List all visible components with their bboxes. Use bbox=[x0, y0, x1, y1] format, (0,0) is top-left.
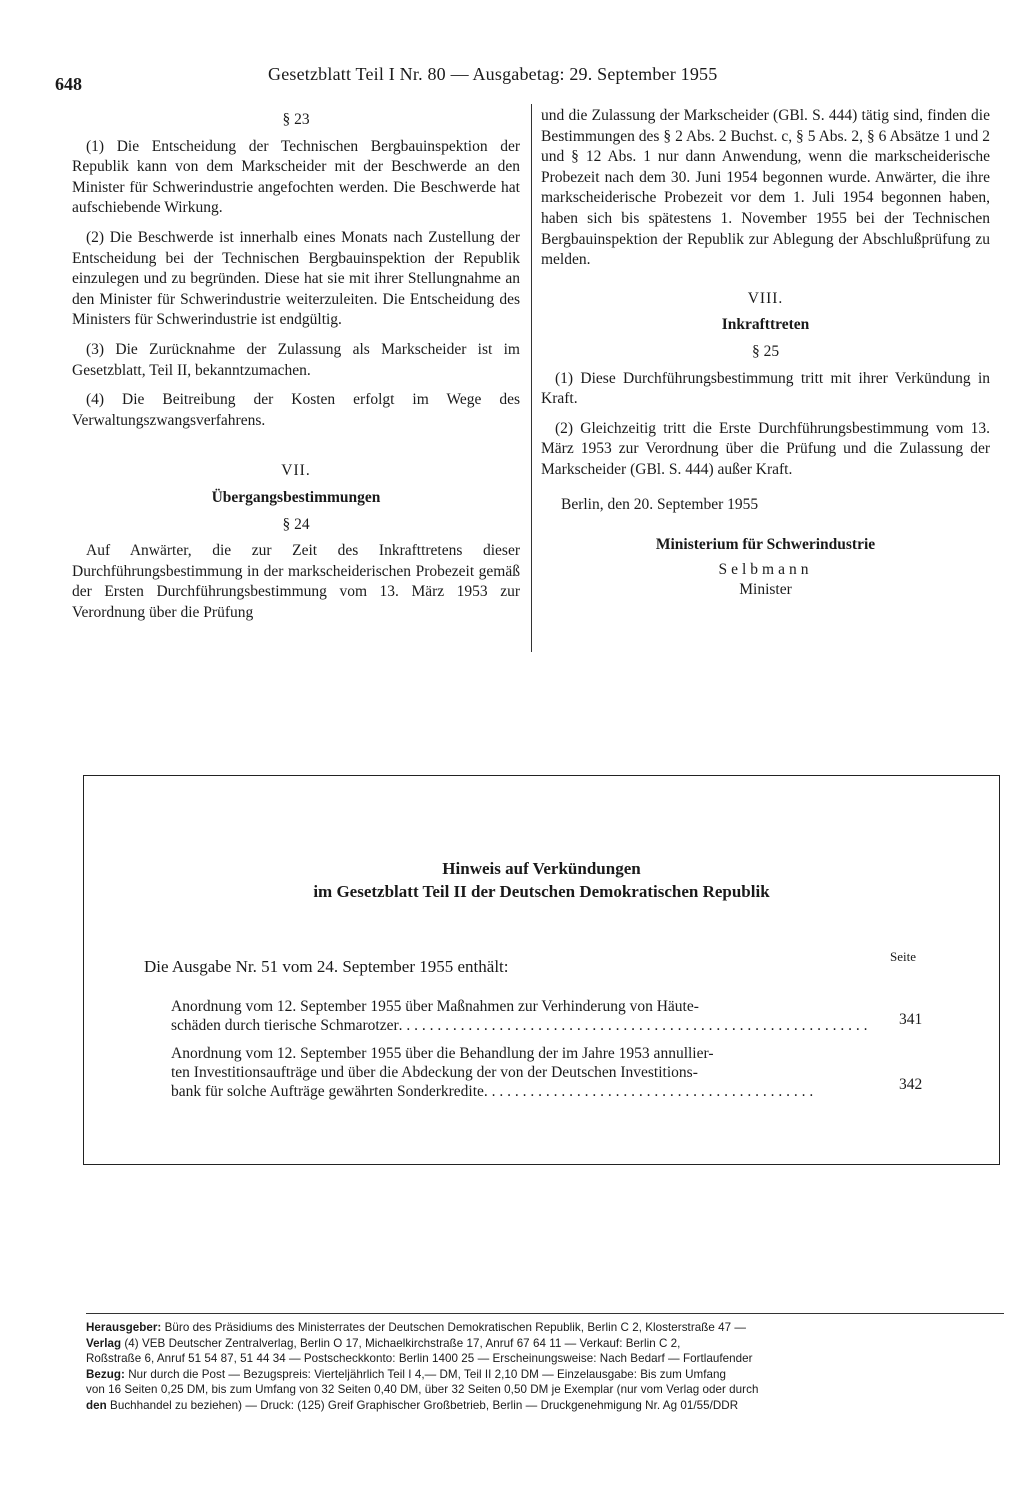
imprint-line bbox=[86, 1336, 1004, 1352]
signatory-role: Minister bbox=[739, 581, 792, 599]
part-7-heading: Übergangsbestimmungen bbox=[211, 488, 381, 506]
left-column bbox=[72, 106, 520, 632]
entry-page-number: 342 bbox=[899, 1076, 923, 1093]
dot-leader: . . . . . . . . . . . . . . . . . . . . . . . . . . . . . . . . . . . . . . . . . . . . . . . . . . . . . . . . . . . . . bbox=[398, 1017, 868, 1034]
column-divider bbox=[531, 104, 532, 652]
imprint-label: Verlag bbox=[86, 1336, 122, 1350]
entry-line-text: bank für solche Aufträge gewährten Sonderkredite bbox=[171, 1083, 484, 1100]
imprint-line bbox=[86, 1367, 1004, 1383]
imprint-text: Buchhandel zu beziehen) — Druck: (125) Greif Graphischer Großbetrieb, Berlin — Druckgenehmigung Nr. Ag 01/55/DDR bbox=[110, 1398, 739, 1412]
part-7-numeral: VII. bbox=[281, 462, 311, 480]
imprint-line: von 16 Seiten 0,25 DM, bis zum Umfang von 32 Seiten 0,40 DM, über 32 Seiten 0,50 DM je Exemplar (nur vom Verlag oder durch bbox=[86, 1383, 759, 1396]
imprint bbox=[86, 1320, 1004, 1413]
imprint-label: Herausgeber: bbox=[86, 1321, 162, 1334]
entry-line: Anordnung vom 12. September 1955 über Maßnahmen zur Verhinderung von Häute- bbox=[171, 998, 699, 1015]
notice-title-line-2: im Gesetzblatt Teil II der Deutschen Demokratischen Republik bbox=[313, 882, 770, 901]
imprint-text: Nur durch die Post — Bezugspreis: Vierteljährlich Teil I 4,— DM, Teil II 2,10 DM — Einzelausgabe: Bis zum Umfang bbox=[128, 1367, 727, 1381]
seite-label: Seite bbox=[890, 949, 916, 964]
section-25-title: § 25 bbox=[751, 342, 780, 360]
imprint-rule bbox=[86, 1313, 1004, 1314]
signatory-name: Selbmann bbox=[718, 560, 813, 578]
imprint-label: den bbox=[86, 1398, 107, 1412]
page-number: 648 bbox=[55, 74, 82, 94]
imprint-label: Bezug: bbox=[86, 1367, 125, 1381]
entry-line bbox=[171, 1082, 861, 1101]
imprint-text: Büro des Präsidiums des Ministerrates der Deutschen Demokratischen Republik, Berlin C 2, Klosterstraße 47 — bbox=[164, 1321, 747, 1334]
part-8-numeral: VIII. bbox=[747, 289, 784, 307]
right-column bbox=[541, 106, 990, 601]
imprint-line: Roßstraße 6, Anruf 51 54 87, 51 44 34 — Postscheckkonto: Berlin 1400 25 — Erscheinungsweise: Nach Bedarf — Fortlaufender bbox=[86, 1352, 753, 1365]
imprint-text: (4) VEB Deutscher Zentralverlag, Berlin O 17, Michaelkirchstraße 17, Anruf 67 64 11 — Verkauf: Berlin C 2, bbox=[124, 1336, 681, 1350]
entry-line: ten Investitionsaufträge und über die Abdeckung der von der Deutschen Investitions- bbox=[171, 1064, 698, 1081]
ministry-name: Ministerium für Schwerindustrie bbox=[655, 536, 876, 554]
section-23-para-2: (2) Die Beschwerde ist innerhalb eines Monats nach Zustellung der Entscheidung bei der Technischen Bergbauinspektion der Republik einzulegen und zu begründen. Diese hat sie mit ihrer Stellungnahme an den Minister für Schwerindustrie weiterzuleiten. Die Entscheidung des Ministers für Schwerindustrie ist endgültig. bbox=[72, 228, 520, 329]
notice-entry bbox=[171, 1044, 861, 1101]
dot-leader: . . . . . . . . . . . . . . . . . . . . . . . . . . . . . . . . . . . . . . . . . . . bbox=[483, 1083, 814, 1100]
entry-line-text: schäden durch tierische Schmarotzer bbox=[171, 1017, 399, 1034]
signoff-date: Berlin, den 20. September 1955 bbox=[561, 495, 759, 513]
section-23-title: § 23 bbox=[282, 111, 310, 128]
part-8-heading: Inkrafttreten bbox=[721, 316, 810, 334]
section-25-para-1: (1) Diese Durchführungsbestimmung tritt mit ihrer Verkündung in Kraft. bbox=[541, 369, 990, 408]
section-24-title: § 24 bbox=[282, 515, 310, 533]
running-title: Gesetzblatt Teil I Nr. 80 — Ausgabetag: 29. September 1955 bbox=[268, 64, 718, 84]
entry-line bbox=[171, 1016, 868, 1035]
section-23-para-4: (4) Die Beitreibung der Kosten erfolgt im Wege des Verwaltungszwangsverfahrens. bbox=[72, 391, 520, 429]
notice-title-line-1: Hinweis auf Verkündungen bbox=[442, 859, 641, 878]
entry-page-number: 341 bbox=[899, 1011, 923, 1028]
imprint-line bbox=[86, 1398, 1004, 1414]
notice-intro: Die Ausgabe Nr. 51 vom 24. September 1955 enthält: bbox=[144, 957, 509, 976]
section-24-text-start: Auf Anwärter, die zur Zeit des Inkrafttretens dieser Durchführungsbestimmung in der markscheiderischen Probezeit gemäß der Ersten Durchführungsbestimmung vom 13. März 1953 zur Verordnung über die Prüfung bbox=[72, 542, 520, 621]
section-23-para-1: (1) Die Entscheidung der Technischen Bergbauinspektion der Republik kann von dem Markscheider mit der Beschwerde an den Minister für Schwerindustrie angefochten werden. Die Beschwerde hat aufschiebende Wirkung. bbox=[72, 137, 520, 217]
section-24-text-continued: und die Zulassung der Markscheider (GBl. S. 444) tätig sind, finden die Bestimmungen des § 2 Abs. 2 Buchst. c, § 5 Abs. 2, § 6 Absätze 1 und 2 und § 12 Abs. 1 nur dann Anwendung, wenn die markscheiderische Probezeit nach dem 30. Juni 1954 begonnen wurde. Anwärter, die ihre markscheiderische Probezeit vor dem 1. Juli 1954 begonnen haben, haben sich bis spätestens 1. November 1955 bei der Technischen Bergbauinspektion der Republik zur Ablegung der Abschlußprüfung zu melden. bbox=[541, 107, 990, 269]
entry-line: Anordnung vom 12. September 1955 über die Behandlung der im Jahre 1953 annullier- bbox=[171, 1045, 714, 1062]
section-23-para-3: (3) Die Zurücknahme der Zulassung als Markscheider ist im Gesetzblatt, Teil II, bekanntzumachen. bbox=[72, 340, 520, 379]
imprint-line bbox=[86, 1320, 1004, 1336]
notice-entry bbox=[171, 997, 868, 1035]
notice-box bbox=[83, 775, 1000, 1165]
section-25-para-2: (2) Gleichzeitig tritt die Erste Durchführungsbestimmung vom 13. März 1953 zur Verordnung über die Prüfung und die Zulassung der Markscheider (GBl. S. 444) außer Kraft. bbox=[541, 419, 990, 478]
